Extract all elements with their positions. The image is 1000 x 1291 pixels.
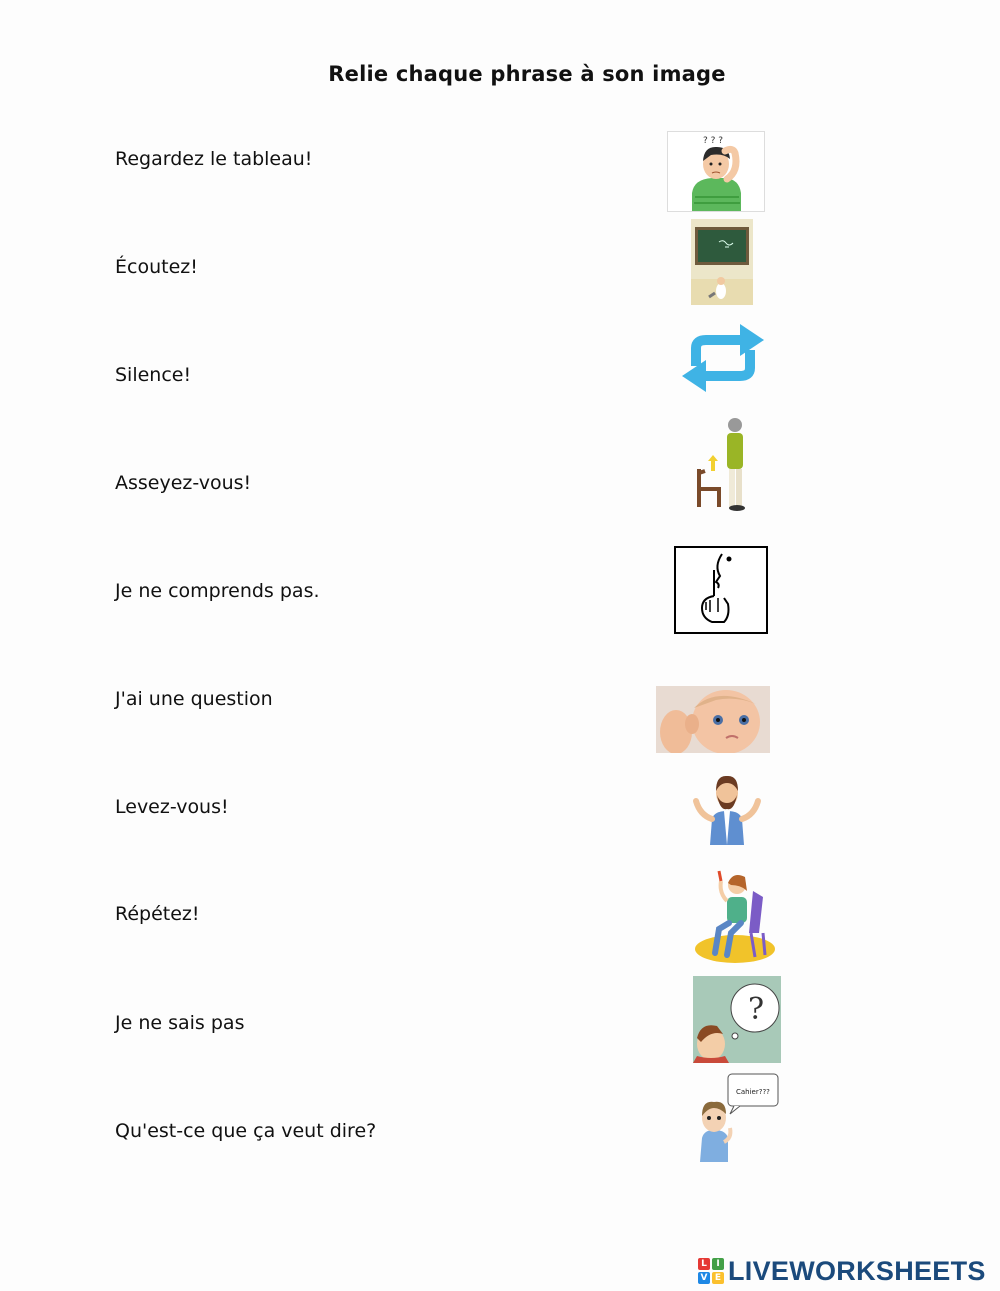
page-title: Relie chaque phrase à son image — [328, 62, 726, 86]
girl-sitting-image[interactable] — [693, 863, 777, 965]
logo-block-i: I — [712, 1258, 724, 1270]
phrase-1[interactable]: Regardez le tableau! — [115, 148, 313, 170]
logo-block-e: E — [712, 1272, 724, 1284]
repeat-arrows-icon[interactable] — [680, 322, 766, 394]
logo-block-v: V — [698, 1272, 710, 1284]
phrase-9[interactable]: Je ne sais pas — [115, 1012, 245, 1034]
question-bubble-image[interactable] — [693, 976, 781, 1063]
logo-block-l: L — [698, 1258, 710, 1270]
phrase-5[interactable]: Je ne comprends pas. — [115, 580, 320, 602]
logo-blocks — [698, 1258, 724, 1284]
phrase-3[interactable]: Silence! — [115, 364, 192, 386]
cahier-question-image[interactable] — [694, 1072, 780, 1164]
confused-boy-image[interactable] — [667, 131, 765, 212]
phrase-8[interactable]: Répétez! — [115, 903, 200, 925]
question-mark-text: ? — [748, 992, 765, 1027]
phrase-10[interactable]: Qu'est-ce que ça veut dire? — [115, 1120, 377, 1142]
blackboard-image[interactable] — [691, 219, 753, 305]
logo-text: LIVEWORKSHEETS — [728, 1255, 986, 1286]
phrase-4[interactable]: Asseyez-vous! — [115, 472, 252, 494]
silence-gesture-icon[interactable] — [674, 546, 768, 634]
phrase-6[interactable]: J'ai une question — [115, 688, 273, 710]
shrugging-man-image[interactable] — [690, 771, 764, 845]
phrase-7[interactable]: Levez-vous! — [115, 796, 229, 818]
stand-by-chair-image[interactable] — [695, 415, 757, 511]
question-marks-text: ? ? ? — [703, 136, 724, 146]
baby-listening-image[interactable] — [656, 686, 770, 753]
phrase-2[interactable]: Écoutez! — [115, 256, 198, 278]
liveworksheets-logo — [698, 1256, 986, 1286]
bubble-text: Cahier??? — [736, 1088, 770, 1096]
